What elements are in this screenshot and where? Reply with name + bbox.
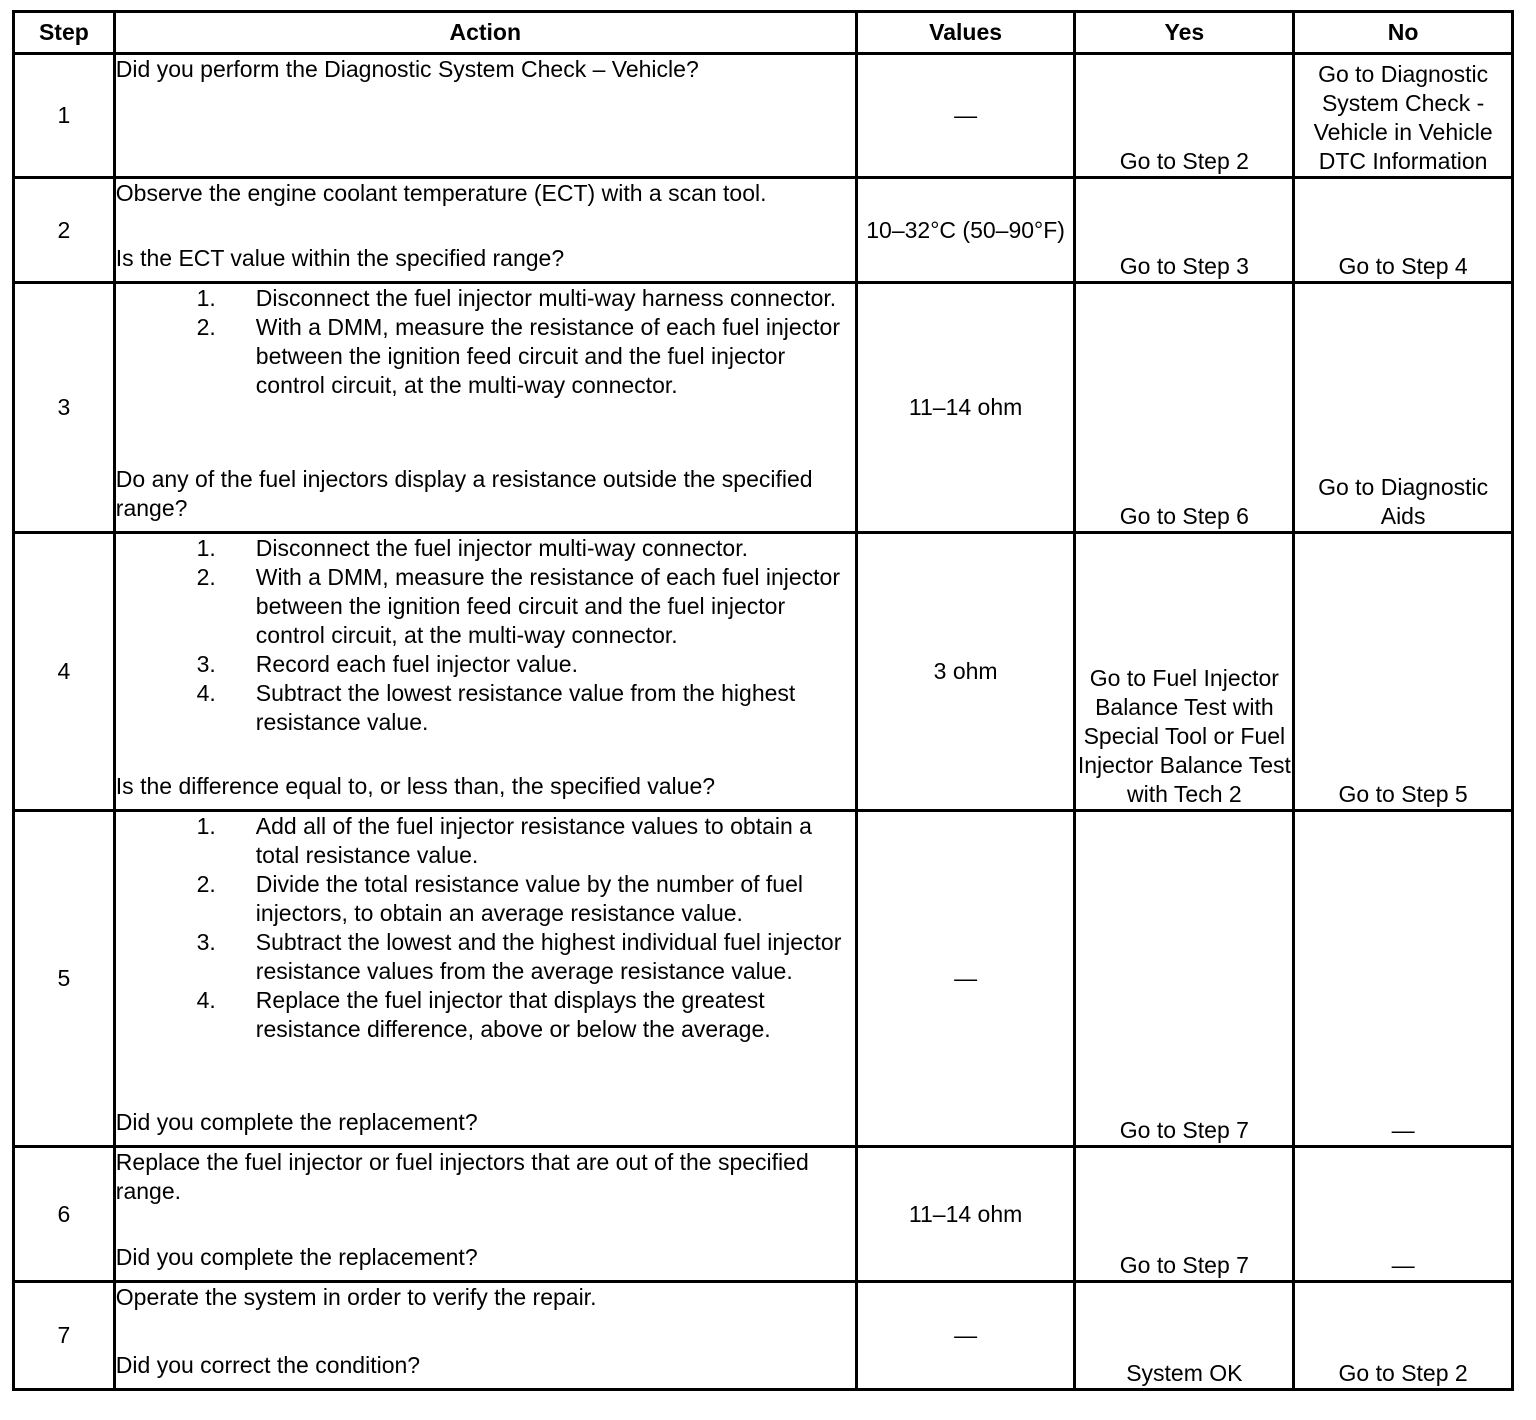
- action-question: Is the difference equal to, or less than, the specified value?: [115, 773, 716, 799]
- substep-list: [116, 284, 855, 400]
- value-cell: —: [858, 55, 1077, 179]
- substep-number: 4.: [196, 680, 216, 706]
- action-instructions: [116, 179, 855, 208]
- diagnostic-table: [12, 10, 1514, 1391]
- action-instructions: [116, 55, 855, 84]
- action-instructions: [116, 284, 855, 400]
- no-cell: Go to Diagnostic Aids: [1295, 284, 1514, 534]
- action-cell: [116, 55, 858, 179]
- substep-item: [116, 313, 855, 400]
- substep-number: 2.: [196, 871, 216, 897]
- step-number: 7: [15, 1283, 116, 1391]
- substep-item: [116, 679, 855, 737]
- action-content: [116, 1283, 855, 1380]
- action-instruction-text: Did you perform the Diagnostic System Check – Vehicle?: [115, 56, 699, 82]
- substep-number: 1.: [196, 535, 216, 561]
- substep-text: Disconnect the fuel injector multi-way harness connector.: [255, 285, 837, 311]
- yes-cell: System OK: [1076, 1283, 1295, 1391]
- value-cell: —: [858, 1283, 1077, 1391]
- value-cell: 3 ohm: [858, 534, 1077, 812]
- no-cell: Go to Step 2: [1295, 1283, 1514, 1391]
- substep-item: [116, 812, 855, 870]
- action-cell: [116, 1283, 858, 1391]
- substep-text: Divide the total resistance value by the number of fuel injectors, to obtain an average resistance value.: [255, 871, 803, 926]
- substep-number: 3.: [196, 651, 216, 677]
- action-content: [116, 179, 855, 273]
- substep-text: Replace the fuel injector that displays the greatest resistance difference, above or below the average.: [255, 987, 771, 1042]
- yes-cell: Go to Step 3: [1076, 179, 1295, 284]
- substep-item: [116, 986, 855, 1044]
- header-yes: Yes: [1076, 13, 1295, 55]
- no-cell: Go to Step 4: [1295, 179, 1514, 284]
- action-instruction-text: Replace the fuel injector or fuel injectors that are out of the specified range.: [115, 1149, 809, 1204]
- no-cell: Go to Diagnostic System Check - Vehicle in Vehicle DTC Information: [1295, 55, 1514, 179]
- action-instructions: [116, 1148, 855, 1206]
- table-row: [15, 284, 1514, 534]
- substep-list: [116, 534, 855, 737]
- step-number: 1: [15, 55, 116, 179]
- substep-text: With a DMM, measure the resistance of each fuel injector between the ignition feed circuit and the fuel injector control circuit, at the multi-way connector.: [255, 564, 840, 648]
- action-instructions: [116, 534, 855, 737]
- substep-number: 4.: [196, 987, 216, 1013]
- table-body: [15, 55, 1514, 1391]
- header-action: Action: [116, 13, 858, 55]
- substep-item: [116, 534, 855, 563]
- header-row: [15, 13, 1514, 55]
- step-number: 6: [15, 1148, 116, 1283]
- header-values: Values: [858, 13, 1077, 55]
- yes-cell: Go to Step 7: [1076, 1148, 1295, 1283]
- action-content: [116, 1148, 855, 1272]
- substep-number: 1.: [196, 285, 216, 311]
- value-cell: 11–14 ohm: [858, 284, 1077, 534]
- step-number: 5: [15, 812, 116, 1148]
- substep-list: [116, 812, 855, 1044]
- action-instruction-text: Operate the system in order to verify the repair.: [115, 1284, 597, 1310]
- substep-text: Record each fuel injector value.: [255, 651, 578, 677]
- table-row: [15, 1148, 1514, 1283]
- action-instructions: [116, 1283, 855, 1312]
- yes-cell: Go to Step 6: [1076, 284, 1295, 534]
- substep-number: 2.: [196, 314, 216, 340]
- action-cell: [116, 534, 858, 812]
- header-step: Step: [15, 13, 116, 55]
- substep-number: 1.: [196, 813, 216, 839]
- step-number: 3: [15, 284, 116, 534]
- action-cell: [116, 1148, 858, 1283]
- substep-item: [116, 284, 855, 313]
- yes-cell: Go to Fuel Injector Balance Test with Special Tool or Fuel Injector Balance Test with Tech 2: [1076, 534, 1295, 812]
- action-question: Do any of the fuel injectors display a resistance outside the specified range?: [115, 466, 813, 521]
- action-question: Is the ECT value within the specified range?: [115, 245, 565, 271]
- action-question: Did you complete the replacement?: [115, 1109, 478, 1135]
- substep-item: [116, 650, 855, 679]
- action-instructions: [116, 812, 855, 1044]
- substep-number: 3.: [196, 929, 216, 955]
- no-cell: —: [1295, 812, 1514, 1148]
- action-content: [116, 55, 855, 168]
- table-row: [15, 534, 1514, 812]
- substep-number: 2.: [196, 564, 216, 590]
- table-row: [15, 179, 1514, 284]
- value-cell: 11–14 ohm: [858, 1148, 1077, 1283]
- table-row: [15, 1283, 1514, 1391]
- step-number: 2: [15, 179, 116, 284]
- substep-item: [116, 563, 855, 650]
- substep-text: Disconnect the fuel injector multi-way connector.: [255, 535, 748, 561]
- no-cell: Go to Step 5: [1295, 534, 1514, 812]
- table-row: [15, 55, 1514, 179]
- substep-text: Add all of the fuel injector resistance values to obtain a total resistance value.: [255, 813, 812, 868]
- yes-cell: Go to Step 2: [1076, 55, 1295, 179]
- yes-cell: Go to Step 7: [1076, 812, 1295, 1148]
- action-content: [116, 284, 855, 523]
- action-content: [116, 812, 855, 1137]
- substep-item: [116, 928, 855, 986]
- value-cell: 10–32°C (50–90°F): [858, 179, 1077, 284]
- action-cell: [116, 179, 858, 284]
- action-cell: [116, 812, 858, 1148]
- action-instruction-text: Observe the engine coolant temperature (ECT) with a scan tool.: [115, 180, 767, 206]
- action-content: [116, 534, 855, 801]
- action-cell: [116, 284, 858, 534]
- header-no: No: [1295, 13, 1514, 55]
- step-number: 4: [15, 534, 116, 812]
- substep-item: [116, 870, 855, 928]
- action-question: Did you complete the replacement?: [115, 1244, 478, 1270]
- table-row: [15, 812, 1514, 1148]
- substep-text: Subtract the lowest resistance value from the highest resistance value.: [255, 680, 796, 735]
- substep-text: Subtract the lowest and the highest individual fuel injector resistance values from the average resistance value.: [255, 929, 842, 984]
- value-cell: —: [858, 812, 1077, 1148]
- action-question: Did you correct the condition?: [115, 1352, 421, 1378]
- no-cell: —: [1295, 1148, 1514, 1283]
- substep-text: With a DMM, measure the resistance of each fuel injector between the ignition feed circuit and the fuel injector control circuit, at the multi-way connector.: [255, 314, 840, 398]
